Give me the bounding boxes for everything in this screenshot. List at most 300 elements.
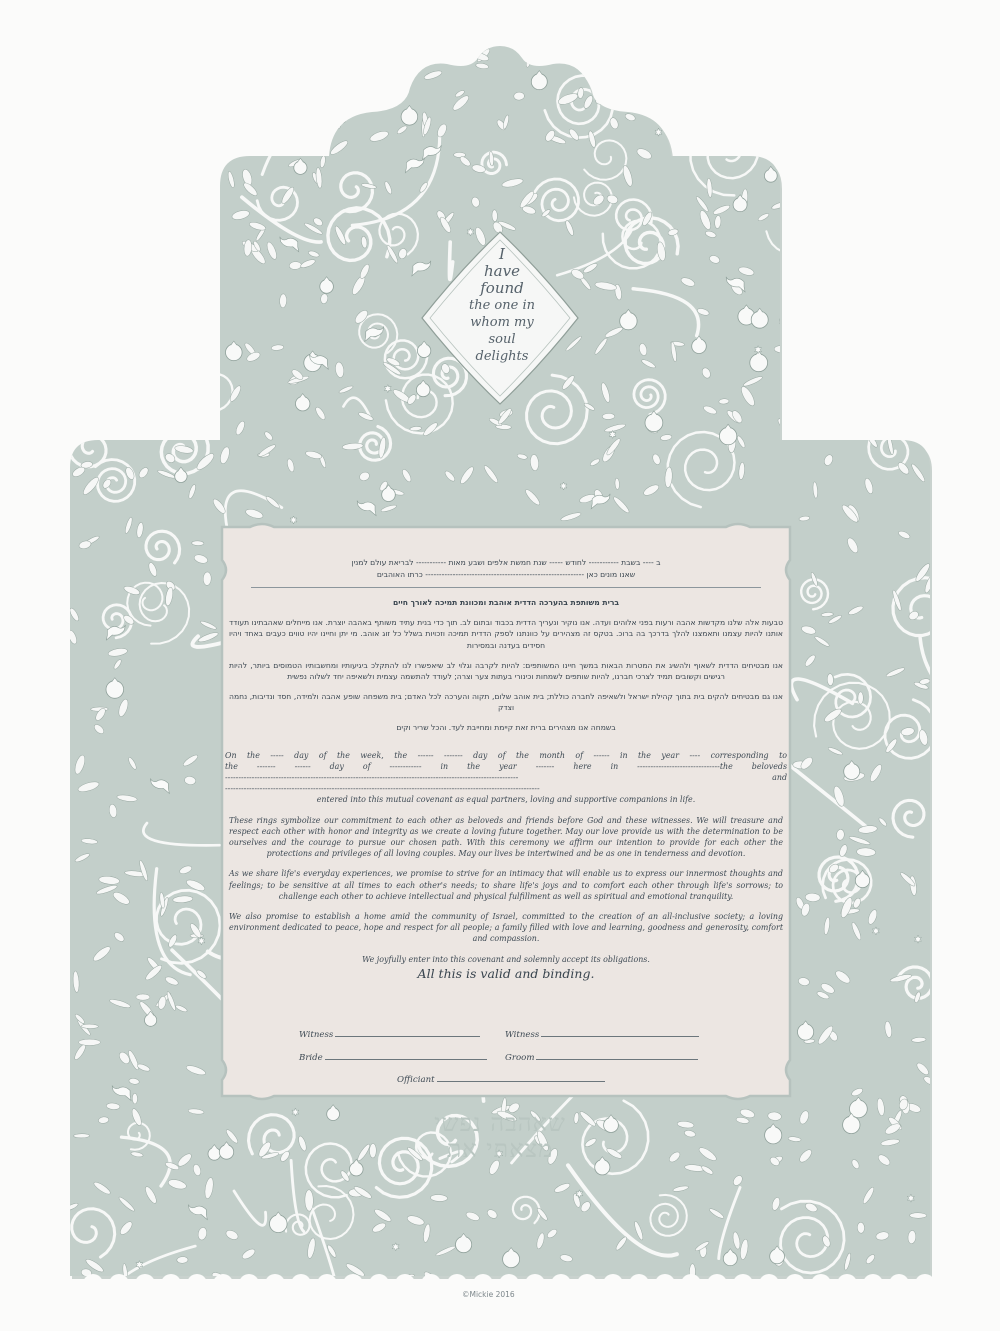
pomegranate [327,1108,340,1121]
pomegranate-crown [156,171,162,175]
leaf [353,95,361,110]
leaf [313,125,324,133]
leaf [79,1039,101,1045]
pomegranate [729,97,742,110]
scallop-edge [785,1274,805,1294]
signature-line [536,1059,698,1060]
pomegranate [350,1162,364,1176]
pomegranate [843,1116,860,1133]
groom-label: Groom [505,1053,535,1063]
leaf [94,72,100,93]
pomegranate [175,470,187,482]
pomegranate [320,280,334,294]
leaf [332,45,354,52]
leaf [721,119,733,132]
ketubah-text-panel [213,525,799,1102]
leaf [847,113,867,133]
leaf [132,1093,137,1104]
vine-scroll [880,178,927,224]
leaf [68,209,89,226]
leaf [330,123,341,129]
vine-scroll [792,301,855,353]
dove [842,234,861,249]
leaf [785,348,796,362]
leaf [872,165,893,175]
leaf [328,89,338,102]
pomegranate [801,79,818,96]
english-closing-2: All this is valid and binding. [417,965,595,981]
pomegranate [723,1252,737,1266]
leaf [192,541,204,546]
leaf [117,80,130,88]
english-fill-line-4: ---------------------------------------------------------------------------------------------------------------------- [225,784,540,794]
scallop-edge [863,1274,883,1294]
leaf [852,77,867,84]
scallop-edge [109,1274,129,1294]
pomegranate [751,311,768,328]
scallop-edge [369,1274,389,1294]
leaf [873,326,891,342]
leaf [398,68,409,89]
leaf [704,44,716,54]
leaf [187,267,207,276]
pomegranate [296,397,310,411]
scallop-edge [889,1274,909,1294]
leaf [156,58,164,70]
leaf [284,145,292,156]
pomegranate-crown [733,94,739,98]
hebrew-header-line-2: שאנו מונים כאן ---------------------------------------------------------- כרתו האוהבים [376,569,636,579]
leaf [882,196,895,206]
leaf [106,53,121,68]
leaf [76,316,92,322]
pomegranate [719,427,736,444]
vine-scroll [339,73,367,97]
scallop-edge [161,1274,181,1294]
leaf [235,137,250,157]
pomegranate [104,397,118,411]
leaf [199,395,210,410]
pomegranate [219,1145,233,1159]
vine-scroll [790,153,833,203]
leaf [83,49,91,60]
pomegranate [595,1160,610,1175]
witness-1-label: Witness [299,1030,334,1040]
leaf [350,70,357,86]
pomegranate [401,109,418,126]
pomegranate [382,488,396,502]
vine-scroll [125,207,169,247]
leaf [115,287,124,300]
scallop-edge [317,1274,337,1294]
leaf [910,1213,927,1219]
leaf [296,41,308,53]
officiant-label: Officiant [397,1075,435,1085]
leaf [746,55,757,75]
leaf [888,299,900,312]
leaf [110,48,131,65]
signature-line [541,1036,699,1037]
leaf [186,253,202,274]
scallop-edge [291,1274,311,1294]
pomegranate [765,1127,782,1144]
leaf [186,369,197,390]
leaf [118,291,124,307]
leaf [833,332,844,348]
english-paragraph-3: We also promise to establish a home amid the community of Israel, committed to the creation of an all-inclusive society; a loving environment dedicated to peace, hope and respect for all people; a family filled with love and learning, goodness and generosity, comfort and compassion. [229,911,783,944]
leaf [124,375,134,388]
leaf [774,138,782,157]
scallop-edge [681,1274,701,1294]
quote-line: the one in [469,298,535,313]
leaf [63,54,82,71]
pomegranate [750,354,768,372]
leaf [202,55,212,75]
leaf [81,1024,98,1029]
leaf [136,193,155,199]
pomegranate [503,1251,520,1268]
leaf [227,128,246,146]
leaf [829,75,840,89]
leaf [813,264,829,279]
english-text-block [225,750,787,981]
leaf [458,43,465,59]
leaf [97,273,110,293]
scallop-edge [811,1274,831,1294]
leaf [811,187,823,196]
leaf [743,103,757,112]
leaf [787,293,800,308]
leaf [864,87,880,105]
pomegranate-crown [869,274,875,278]
leaf [103,295,112,314]
vine-scroll [822,313,852,347]
leaf [858,692,863,704]
pomegranate-crown [108,394,114,398]
leaf [856,45,870,61]
groom-signature [505,1053,698,1063]
officiant-signature [397,1075,605,1085]
leaf [203,572,211,586]
english-paragraph-2: As we share life's everyday experiences, we promise to strive for an intimacy that will enable us to express our innermost thoughts and feelings; to be sensitive at all times to each other's needs; to share life's joys and to comfort each other through life's sorrows; to challenge each other to achieve intellectual and physical fulfillment as well as spiritual and emotional tranquility. [229,869,783,901]
pomegranate [844,764,860,780]
leaf [912,56,927,73]
pomegranate [417,344,430,357]
leaf [619,75,632,84]
scallop-edge [577,1274,597,1294]
scallop-edge [343,1274,363,1294]
leaf [720,86,735,101]
pomegranate [620,312,637,329]
hebrew-header-line-1: ב ---- בשבת ----------- לחודש ----- שנת חמשת אלפים ושבע מאות ----------- לבריאת עולם למנין [351,558,661,567]
leaf [793,241,798,260]
leaf [305,1190,314,1212]
scallop-edge [395,1274,415,1294]
pomegranate [876,138,891,153]
leaf [791,201,804,213]
pomegranate [270,1215,288,1233]
leaf [97,122,110,132]
pomegranate [226,344,243,361]
scallop-edge [135,1274,155,1294]
pomegranate [604,1118,619,1133]
leaf [662,61,676,81]
scallop-edge [733,1274,753,1294]
pomegranate [645,414,663,432]
leaf [106,202,119,218]
leaf [126,46,147,62]
leaf [861,198,873,214]
hebrew-closing: בשמחה אנו מצהירים ברית זאת קיימת ומחייבת לעד. והכל שריר וקים [396,722,616,732]
vine-scroll [130,297,162,325]
vine-scroll [834,57,873,93]
leaf [82,227,100,237]
leaf [525,49,533,68]
divider [251,587,761,588]
english-fill-line-3: -------------------------------------------------------------------------------------------------------------- and [225,772,787,782]
scallop-edge [655,1274,675,1294]
star-of-david [715,133,722,141]
hebrew-paragraph-2: אנו מבטיחים הדדית לשאוף ולהשיג את המטרות הבאות במשך חיינו המשותפים: להיות לקרבה וגלוי לב שיאפשרו לנו להתקלכ ביגיעותיו ומחשבותיו הטמוסים ביותר, להיות רגישים וקשובים תמיד לצרכי חברנו, להיות שותפים לשמחות וכינורי בעתות צער וצרה; לעודד להתשמה עצמית ולשאיפה יחד לשלוה נפשית [229,660,783,682]
pomegranate [798,1024,814,1040]
leaf [116,116,132,129]
dove [106,346,125,361]
pomegranate [106,681,124,699]
leaf [737,131,756,150]
leaf [130,175,142,186]
leaf [74,1134,90,1138]
signature-line [325,1059,487,1060]
english-closing-1: We joyfully enter into this covenant and solemnly accept its obligations. [362,954,650,964]
hebrew-verse-papercut: שאהבה נפשי מצאתי את [434,1109,566,1163]
signature-line [335,1036,480,1037]
vine-stem [744,34,774,81]
scallop-edge [239,1274,259,1294]
leaf [255,122,269,136]
vine-scroll [138,144,178,178]
scallop-edge [187,1274,207,1294]
pomegranate [864,277,879,292]
leaf [596,98,609,105]
leaf [99,410,116,428]
leaf [492,210,498,222]
vine-scroll [323,67,374,111]
leaf [292,82,302,99]
quote-line: soul [488,332,516,347]
star-of-david [146,215,153,223]
witness-2-label: Witness [505,1030,540,1040]
leaf [867,180,876,198]
signature-line [437,1081,605,1082]
scallop-edge [551,1274,571,1294]
leaf [163,314,175,320]
star-of-david [606,92,613,100]
copyright: ©Mickie 2016 [462,1290,515,1299]
quote-line: have [484,262,520,280]
leaf [93,288,110,298]
leaf [844,388,857,410]
leaf [894,349,912,356]
vine-scroll [186,14,250,85]
leaf [841,300,855,311]
scallop-edge [629,1274,649,1294]
scallop-edge [525,1274,545,1294]
witness-1-signature [299,1030,480,1040]
vine-scroll [62,60,96,89]
quote-line: found [480,279,524,297]
bride-signature [299,1053,487,1063]
pomegranate [855,873,869,887]
leaf [829,341,847,354]
leaf [192,406,205,427]
pomegranate [764,169,777,182]
leaf [175,258,192,279]
leaf [902,120,912,135]
leaf [128,150,137,172]
pomegranate [145,1014,157,1026]
leaf [199,151,222,160]
pomegranate [152,174,166,188]
leaf [786,47,807,54]
quote-line: delights [475,349,529,364]
pomegranate [416,383,430,397]
hebrew-text-block [225,557,787,734]
star-of-david [261,111,268,119]
english-paragraph-1: These rings symbolize our commitment to each other as beloveds and friends before God and these witnesses. We will treasure and respect each other with honor and integrity as we create a loving future together. May our love provide us with the determination to be ourselves and the courage to pursue our chosen path. With this ceremony we affirm our intention to provide for each other the protections and privileges of all loving couples. May our lives be intertwined and be as one in tenderness and devotion. [229,815,783,859]
leaf [855,255,873,271]
leaf [218,140,233,155]
leaf [820,257,842,275]
pomegranate [531,74,547,90]
leaf [579,41,593,51]
leaf [188,336,207,357]
leaf [600,59,613,71]
vine-scroll [147,324,189,369]
leaf [602,413,615,419]
witness-2-signature [505,1030,699,1040]
leaf [187,298,201,313]
leaf [137,233,155,249]
leaf [127,414,138,432]
leaf [195,405,209,413]
pomegranate [692,339,707,354]
leaf [823,252,844,260]
scallop-edge [265,1274,285,1294]
leaf [90,175,104,195]
scallop-edge [759,1274,779,1294]
leaf [153,77,175,87]
leaf [891,331,908,343]
hebrew-subtitle: ברית משותפת בהערכה הדדית אוהבת ומכוונת תמיכה לאורך חיים [392,598,620,608]
english-fill-line-2: the ------- ------ day of ------------ in the year ------- here in -------------------------------the beloveds [225,761,787,771]
vine-stem [684,80,718,111]
leaf [864,276,885,291]
scallop-edge [837,1274,857,1294]
scallop-edge [421,1274,441,1294]
leaf [848,351,853,365]
leaf [82,270,88,286]
leaf [144,266,157,277]
leaf [90,204,103,221]
leaf [868,170,884,178]
vine-stem [920,638,1000,729]
leaf [775,104,794,123]
leaf [103,73,112,83]
scallop-edge [707,1274,727,1294]
leaf [369,1143,376,1158]
leaf [174,109,187,124]
leaf [904,259,921,271]
leaf [719,398,730,404]
leaf [115,73,133,88]
leaf [895,259,911,272]
vine-scroll [833,361,853,385]
leaf [130,162,149,175]
leaf [820,179,840,195]
leaf [786,140,794,151]
leaf [867,306,886,322]
leaf [91,265,101,283]
pomegranate-crown [881,135,887,139]
leaf [175,172,188,186]
scallop-edge [213,1274,233,1294]
pomegranate [456,1237,472,1253]
scallop-edge [83,1274,103,1294]
leaf [856,195,867,211]
leaf [844,254,855,263]
leaf [293,64,306,76]
leaf [126,42,143,60]
pomegranate [293,84,309,100]
leaf [93,79,112,99]
leaf [140,246,148,258]
scallop-edge [603,1274,623,1294]
vine-scroll [784,63,829,115]
leaf [675,118,688,127]
leaf [886,171,902,194]
hebrew-paragraph-1: טבעות אלה שלנו מקדשות אהבה ורעות בפני אלוהים ועדה. אנו נוקיר ונעריך הדדית בכבוד ובתום לב. תוך כדי בנית עתיד משותף באהבה יוצרת. אנו מייחלים שאהבתינו תעודד אותנו להיות עצמנו ותאמצנו להלך בדרכך בה ברוכ. בטקס זה מצהירים על כוונתנו לספק הדדית תמיכה וזכויות בשלל כל זוג אוהב. מי יתן וחיינו יהיו טווים כעבים באחד ויהיו חסידים בעדנה ובמסירות [229,617,783,650]
quote-emblem [440,246,564,365]
leaf [843,210,860,221]
pomegranate [770,1249,785,1264]
bride-label: Bride [299,1053,323,1063]
english-covenant-line: entered into this mutual covenant as equal partners, loving and supportive companions in life. [316,795,696,805]
leaf [84,303,96,315]
pomegranate [294,161,307,174]
leaf [108,408,121,420]
vine-stem [871,92,944,196]
vine-stem [106,172,177,195]
pomegranate [208,1148,221,1161]
quote-line: I [499,245,505,263]
pomegranate [733,198,747,212]
leaf [139,88,148,110]
leaf [801,347,817,357]
pomegranate-crown [807,76,813,80]
quote-line: whom my [470,315,534,330]
english-fill-line-1: On the ----- day of the week, the ------ ------- day of the month of ------ in the year ---- corresponding to [225,750,787,760]
vine-scroll [783,152,810,179]
scallop-edge [915,1274,935,1294]
leaf [116,232,135,246]
pomegranate-crown [298,81,304,85]
leaf [796,193,809,201]
leaf [874,412,893,431]
leaf [795,366,805,381]
leaf [168,379,184,395]
leaf [895,424,909,436]
leaf [169,263,184,275]
